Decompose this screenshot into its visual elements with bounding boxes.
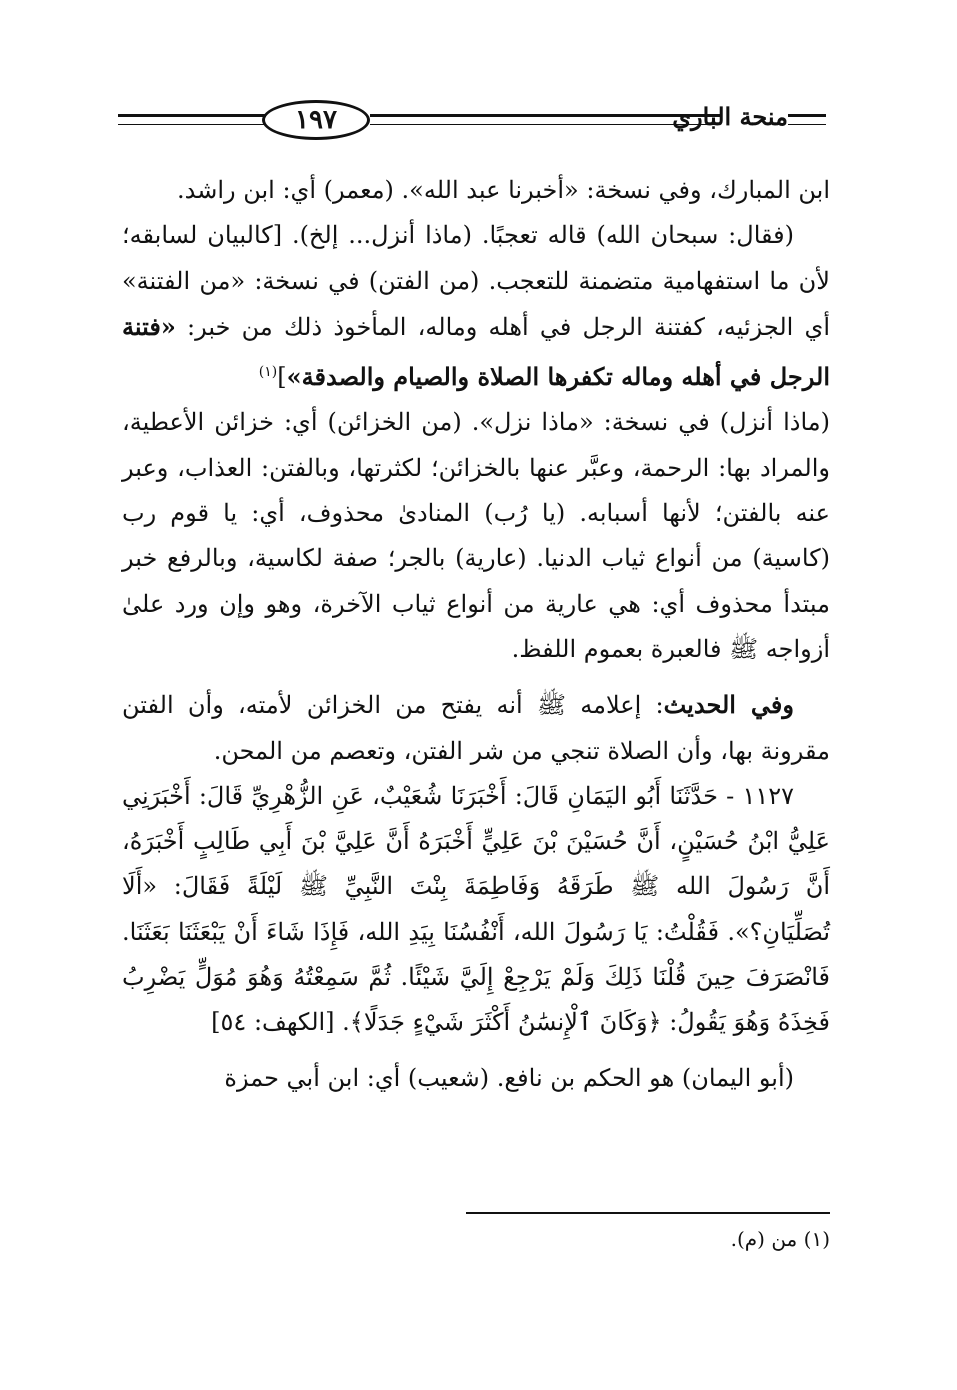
header-rule-right: [788, 114, 826, 125]
commentary-paragraph-2-text: (فقال: سبحان الله) قاله تعجبًا. (ماذا أنزل... إلخ). [كالبيان لسابقه؛ لأن ما استفهامية متضمنة للتعجب. (من الفتن) في نسخة: «من الفتنة» أي الجزئيه، كفتنة الرجل في أهله وماله، المأخوذ ذلك من خبر:: [122, 221, 830, 341]
hadith-number: ١١٢٧: [742, 781, 795, 810]
footnote: (١) من (م).: [730, 1227, 830, 1251]
footnote-reference: (١): [258, 364, 278, 381]
commentary-paragraph-2: [122, 213, 830, 400]
header-rule-middle: [370, 114, 720, 125]
book-title: منحة الباري: [672, 102, 788, 131]
bracket-close: ]: [277, 363, 287, 392]
page-header: [112, 98, 824, 146]
commentary-paragraph-4: [122, 682, 830, 774]
paragraph-4-lead: وفي الحديث: [663, 690, 794, 720]
page-number-badge: [262, 100, 370, 140]
page-body: [122, 168, 830, 1101]
hadith-text: [122, 774, 830, 1046]
quoted-hadith-bold: «فتنة الرجل في أهله وماله تكفرها الصلاة والصيام والصدقة»: [122, 311, 830, 392]
header-rule-left: [118, 114, 266, 125]
hadith-body: - حَدَّثَنَا أَبُو اليَمَانِ قَالَ: أَخْبَرَنَا شُعَيْبٌ، عَنِ الزُّهْرِيِّ قَالَ: أَخْبَرَنِي عَلِيُّ ابْنُ حُسَيْنٍ، أَنَّ حُسَيْنَ بْنَ عَلِيٍّ أَخْبَرَهُ أَنَّ عَلِيَّ بْنَ أَبِي طَالِبٍ أَخْبَرَهُ، أَنَّ رَسُولَ الله ﷺ طَرَقَهُ وَفَاطِمَةَ بِنْتَ النَّبِيِّ ﷺ لَيْلَةً فَقَالَ: «أَلَا تُصَلِّيَانِ؟». فَقُلْتُ: يَا رَسُولَ الله، أَنْفُسُنَا بِيَدِ الله، فَإِذَا شَاءَ أَنْ يَبْعَثَنَا بَعَثَنَا. فَانْصَرَفَ حِينَ قُلْنَا ذَلِكَ وَلَمْ يَرْجِعْ إِلَيَّ شَيْئًا. ثُمَّ سَمِعْتُهُ وَهُوَ مُوَلٍّ يَضْرِبُ فَخِذَهُ وَهُوَ يَقُولُ: ﴿وَكَانَ ٱلْإِنسَٰنُ أَكْثَرَ شَيْءٍ جَدَلًا﴾. [الكهف: ٥٤]: [122, 781, 830, 1037]
commentary-paragraph-3: (ماذا أنزل) في نسخة: «ماذا نزل». (من الخزائن) أي: خزائن الأعطية، والمراد بها: الرحمة، وعبَّر عنها بالخزائن؛ لكثرتها، وبالفتن: العذاب، وعبر عنه بالفتن؛ لأنها أسبابه. (يا رُب) المنادىٰ محذوف، أي: يا قوم رب (كاسية) من أنواع ثياب الدنيا. (عارية) بالجر؛ صفة لكاسية، وبالرفع خبر مبتدأ محذوف أي: هي عارية من أنواع ثياب الآخرة، وهو وإن ورد علىٰ أزواجه ﷺ فالعبرة بعموم اللفظ.: [122, 408, 830, 663]
commentary-paragraph-1: ابن المبارك، وفي نسخة: «أخبرنا عبد الله». (معمر) أي: ابن راشد.: [177, 176, 830, 204]
page-number: ١٩٧: [295, 105, 337, 135]
commentary-paragraph-5: (أبو اليمان) هو الحكم بن نافع. (شعيب) أي: ابن أبي حمزة: [224, 1063, 794, 1092]
paragraph-4-text: : إعلامه ﷺ أنه يفتح من الخزائن لأمته، وأن الفتن مقرونة بها، وأن الصلاة تنجي من شر الفتن، وتعصم من المحن.: [122, 691, 830, 765]
footnote-separator: [466, 1212, 830, 1214]
